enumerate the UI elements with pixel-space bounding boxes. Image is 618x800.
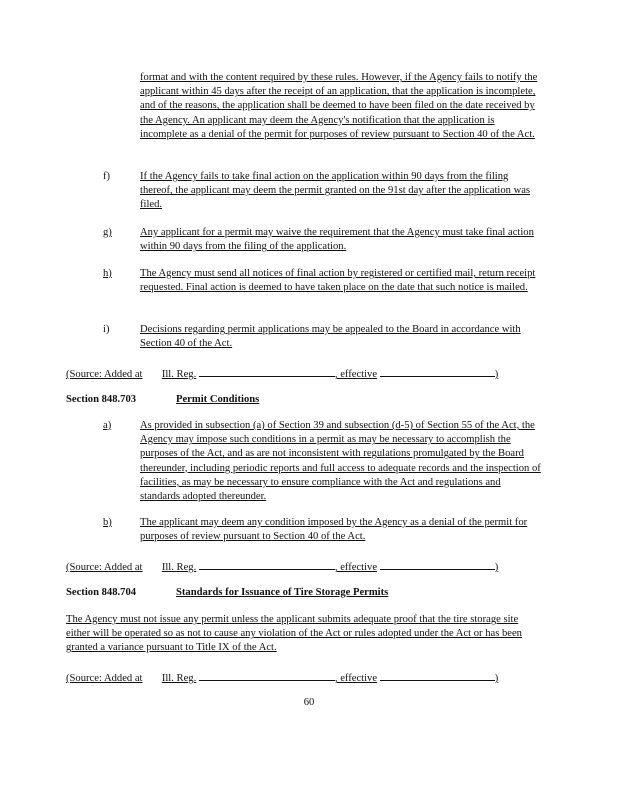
source-added-label: (Source: Added at <box>66 369 143 380</box>
section-703-number: Section 848.703 <box>66 394 137 405</box>
source-close: ) <box>494 562 499 573</box>
source-effective-blank <box>380 558 495 570</box>
section-703-title: Permit Conditions <box>176 394 260 405</box>
subsection-h-label: h) <box>103 268 112 279</box>
subsection-g-label: g) <box>103 227 112 238</box>
section-703-b-label: b) <box>103 517 112 528</box>
source-effective-label: , effective <box>334 673 378 684</box>
source-added-label: (Source: Added at <box>66 673 143 684</box>
section-704-title: Standards for Issuance of Tire Storage Permits <box>176 587 389 598</box>
source-effective-blank <box>380 365 495 377</box>
source-reg-blank <box>199 558 335 570</box>
section-703-a-text: As provided in subsection (a) of Section 39 and subsection (d-5) of Section 55 of the Act, the Agency may impose such conditions in a permit as may be necessary to accomplish the purposes of the Act, and as are not inconsistent with regulations promulgated by the Board thereunder, including periodic reports and full access to adequate records and the inspection of facilities, as may be necessary to ensure compliance with the Act and regulations and standards adopted thereunder. <box>140 420 541 503</box>
subsection-f-text: If the Agency fails to take final action on the application within 90 days from the filing thereof, the applicant may deem the permit granted on the 91st day after the application was filed. <box>140 171 531 211</box>
source-close: ) <box>494 369 499 380</box>
source-added-label: (Source: Added at <box>66 562 143 573</box>
subsection-f-label: f) <box>103 171 111 182</box>
source-effective-label: , effective <box>334 562 378 573</box>
subsection-i-text: Decisions regarding permit applications may be appealed to the Board in accordance with Section 40 of the Act. <box>140 324 521 350</box>
source-note-704 <box>66 669 516 686</box>
source-reg-label: Ill. Reg. <box>161 369 197 380</box>
section-704-heading <box>66 586 388 600</box>
continuation-paragraph: format and with the content required by these rules. However, if the Agency fails to notify the applicant within 45 days after the receipt of an application, that the application is incomplete, and of the reasons, the application shall be deemed to have been filed on the date received by the Agency. An applicant may deem the Agency's notification that the application is incomplete as a denial of the permit for purposes of review pursuant to Section 40 of the Act. <box>140 72 538 140</box>
page-number: 60 <box>303 697 315 708</box>
source-note-702 <box>66 365 516 382</box>
source-note-703 <box>66 558 516 575</box>
section-703-heading <box>66 393 259 407</box>
section-703-a-label: a) <box>103 420 112 431</box>
subsection-i-label: i) <box>103 324 110 335</box>
subsection-h-text: The Agency must send all notices of final action by registered or certified mail, return receipt requested. Final action is deemed to have taken place on the date that such notice is mailed. <box>140 268 536 294</box>
source-effective-label: , effective <box>334 369 378 380</box>
source-reg-label: Ill. Reg. <box>161 673 197 684</box>
section-704-number: Section 848.704 <box>66 587 137 598</box>
section-703-b-text: The applicant may deem any condition imposed by the Agency as a denial of the permit for purposes of review pursuant to Section 40 of the Act. <box>140 517 528 543</box>
source-reg-label: Ill. Reg. <box>161 562 197 573</box>
source-reg-blank <box>199 669 335 681</box>
source-effective-blank <box>380 669 495 681</box>
source-reg-blank <box>199 365 335 377</box>
section-704-text: The Agency must not issue any permit unless the applicant submits adequate proof that the tire storage site either will be operated so as not to cause any violation of the Act or rules adopted under the Act or has been granted a variance pursuant to Title IX of the Act. <box>66 614 522 654</box>
subsection-g-text: Any applicant for a permit may waive the requirement that the Agency must take final action within 90 days from the filing of the application. <box>140 227 534 253</box>
source-close: ) <box>494 673 499 684</box>
